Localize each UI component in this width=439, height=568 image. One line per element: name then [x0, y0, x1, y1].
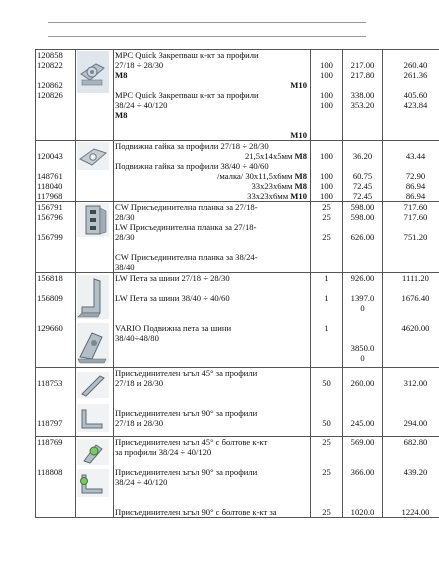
description-line [115, 262, 310, 272]
description-text: MPC Quick Закрепваш к-кт за профили [115, 50, 259, 60]
description-text: Подвижна гайка за профили 38/40 ÷ 40/60 [115, 161, 269, 171]
description-line [115, 467, 310, 477]
description-text: LW Присъединителна планка за 27/18- [115, 222, 257, 232]
total-price-line [383, 141, 439, 151]
unit-price-line: 569.00 [350, 437, 375, 447]
pack-quantity-line [311, 50, 342, 60]
total-price-line [383, 487, 439, 497]
description-line [115, 120, 310, 130]
unit-price-line [343, 50, 382, 60]
product-code-line [37, 398, 75, 408]
unit-price-line: 3850.0 [350, 343, 375, 353]
total-price-line: 439.20 [403, 467, 428, 477]
product-description [114, 368, 311, 437]
pack-quantity-line [311, 487, 342, 497]
total-price-line: 1111.20 [402, 273, 429, 283]
description-text: 27/18 и 28/30 [115, 418, 164, 428]
product-description [114, 50, 311, 141]
description-line [115, 368, 310, 378]
total-price-line [383, 408, 439, 418]
unit-price [343, 202, 383, 273]
product-code-line [37, 388, 75, 398]
pack-quantity-line: 100 [320, 171, 333, 181]
unit-price-line: 245.00 [350, 418, 375, 428]
product-code-line [37, 303, 75, 313]
base-foot-icon [76, 273, 113, 367]
description-line [115, 497, 310, 507]
total-price-line: 86.94 [405, 181, 426, 191]
total-price-line [383, 447, 439, 457]
unit-price-line: 353.20 [350, 100, 375, 110]
unit-price-line [343, 161, 382, 171]
total-price-line [383, 303, 439, 313]
description-text: 33x23x6мм [251, 181, 295, 191]
total-price-line [383, 222, 439, 232]
total-price-line: 682.80 [403, 437, 428, 447]
table-row [36, 368, 439, 437]
description-line [115, 388, 310, 398]
product-code [36, 368, 76, 437]
description-text: 38/24 ÷ 40/120 [115, 477, 168, 487]
pack-quantity-line: 50 [322, 418, 331, 428]
description-text: M8 [115, 70, 128, 80]
description-text: 38/40 [115, 262, 135, 272]
total-price-line: 4620.00 [401, 323, 430, 333]
description-line [115, 181, 310, 191]
total-price-line: 423.84 [403, 100, 428, 110]
product-code-line: 129660 [37, 323, 63, 333]
total-price-line: 261.36 [403, 70, 428, 80]
description-line [115, 477, 310, 487]
table-row [36, 273, 439, 368]
unit-price-line: 217.80 [350, 70, 375, 80]
unit-price-line [343, 333, 382, 343]
description-text: 33x23x6мм [247, 191, 291, 201]
total-price-line [383, 368, 439, 378]
product-code-line: 120826 [37, 90, 63, 100]
description-text: M10 [290, 80, 307, 90]
total-price [383, 368, 439, 437]
product-code [36, 273, 76, 368]
unit-price-line: 0 [360, 303, 365, 313]
total-price-line: 72.90 [405, 171, 426, 181]
unit-price-line [343, 222, 382, 232]
description-line [115, 70, 310, 80]
description-line [115, 398, 310, 408]
product-code-line: 117968 [37, 191, 63, 201]
description-text: LW Пета за шини 38/40 ÷ 40/60 [115, 293, 230, 303]
product-code [36, 50, 76, 141]
pack-quantity-line [311, 477, 342, 487]
pack-quantity-line [311, 398, 342, 408]
unit-price-line: 926.00 [350, 273, 375, 283]
unit-price-line [343, 388, 382, 398]
unit-price-line [343, 477, 382, 487]
table-row [36, 141, 439, 202]
pack-quantity-line [311, 313, 342, 323]
product-code-line: 118769 [37, 437, 63, 447]
pack-quantity [311, 437, 343, 518]
total-price [383, 202, 439, 273]
product-code-line: 118753 [37, 378, 63, 388]
unit-price [343, 50, 383, 141]
product-description [114, 202, 311, 273]
unit-price-line [343, 408, 382, 418]
total-price-line: 1676.40 [401, 293, 430, 303]
pack-quantity-line: 25 [322, 232, 331, 242]
unit-price-line: 72.45 [352, 191, 373, 201]
description-line [115, 437, 310, 447]
unit-price [343, 141, 383, 202]
unit-price [343, 437, 383, 518]
description-line [115, 171, 310, 181]
table-row [36, 50, 439, 141]
description-line [115, 418, 310, 428]
total-price-line: 86.94 [405, 191, 426, 201]
product-code-line: 156799 [37, 232, 63, 242]
product-code-line: 120043 [37, 151, 63, 161]
pack-quantity-line [311, 457, 342, 467]
total-price-line [383, 497, 439, 507]
description-line [115, 242, 310, 252]
description-line [115, 110, 310, 120]
description-line [115, 50, 310, 60]
product-code-line [37, 222, 75, 232]
product-code-line: 156809 [37, 293, 63, 303]
pack-quantity-line [311, 303, 342, 313]
unit-price-line [343, 313, 382, 323]
thread-size: M8 [294, 171, 307, 181]
product-code [36, 141, 76, 202]
product-code-line: 120822 [37, 60, 63, 70]
pack-quantity-line: 25 [322, 437, 331, 447]
description-line [115, 507, 310, 517]
product-code-line [37, 408, 75, 418]
description-text: 28/30 [115, 212, 135, 222]
product-code-line [37, 313, 75, 323]
pack-quantity-line: 100 [320, 70, 333, 80]
angle-bracket-icon [76, 368, 113, 436]
total-price [383, 141, 439, 202]
product-image-cell [76, 437, 114, 518]
product-code-line [37, 141, 75, 151]
unit-price-line: 1397.0 [350, 293, 375, 303]
description-line [115, 151, 310, 161]
product-code-line: 118797 [37, 418, 63, 428]
description-text: CW Присъединителна планка за 27/18- [115, 202, 258, 212]
description-line [115, 303, 310, 313]
product-image-cell [76, 202, 114, 273]
total-price-line [383, 50, 439, 60]
pack-quantity-line: 25 [322, 467, 331, 477]
unit-price-line [343, 447, 382, 457]
unit-price-line: 1020.0 [350, 507, 375, 517]
pack-quantity-line: 25 [322, 507, 331, 517]
unit-price-line: 60.75 [352, 171, 373, 181]
unit-price-line: 260.00 [350, 378, 375, 388]
pack-quantity-line [311, 408, 342, 418]
description-line [115, 273, 310, 283]
unit-price [343, 273, 383, 368]
total-price [383, 437, 439, 518]
product-code-line [37, 457, 75, 467]
unit-price-line: 598.00 [350, 212, 375, 222]
quick-clamp-icon [76, 50, 113, 96]
description-text: 21,5x14x5мм [245, 151, 295, 161]
pack-quantity-line: 100 [320, 191, 333, 201]
pack-quantity-line [311, 283, 342, 293]
bolt-angle-icon [76, 437, 113, 501]
product-code-line [37, 161, 75, 171]
unit-price-line: 338.00 [350, 90, 375, 100]
total-price-line [383, 388, 439, 398]
description-line [115, 130, 310, 140]
total-price-line: 717.60 [403, 202, 428, 212]
connection-plate-icon [76, 202, 113, 240]
description-text: 38/24 ÷ 40/120 [115, 100, 168, 110]
unit-price-line [343, 497, 382, 507]
description-line [115, 313, 310, 323]
product-code [36, 437, 76, 518]
thread-size: M10 [290, 191, 307, 201]
product-code-line: 156818 [37, 273, 63, 283]
product-description [114, 273, 311, 368]
pack-quantity-line [311, 368, 342, 378]
description-text: 28/30 [115, 232, 135, 242]
product-code-line: 118808 [37, 467, 63, 477]
description-line [115, 408, 310, 418]
pack-quantity-line [311, 447, 342, 457]
pack-quantity [311, 141, 343, 202]
product-code-line [37, 447, 75, 457]
pack-quantity-line: 1 [324, 323, 329, 333]
pack-quantity-line [311, 388, 342, 398]
total-price-line: 717.60 [403, 212, 428, 222]
product-description [114, 141, 311, 202]
unit-price-line [343, 398, 382, 408]
product-code-line: 120862 [37, 80, 63, 90]
thread-size: M8 [294, 181, 307, 191]
product-image-cell [76, 368, 114, 437]
pack-quantity-line [311, 80, 342, 90]
unit-price-line: 598.00 [350, 202, 375, 212]
unit-price-line [343, 368, 382, 378]
product-code-line: 156791 [37, 202, 63, 212]
description-text: M10 [290, 130, 307, 140]
product-table [35, 49, 439, 518]
pack-quantity-line [311, 497, 342, 507]
description-text: Присъединителен ъгъл 90° с болтове к-кт за [115, 507, 277, 517]
table-row [36, 202, 439, 273]
description-text: MPC Quick Закрепваш к-кт за профили [115, 90, 259, 100]
description-text: 27/18 и 28/30 [115, 378, 164, 388]
total-price-line: 260.40 [403, 60, 428, 70]
description-text: LW Пета за шини 27/18 ÷ 28/30 [115, 273, 230, 283]
description-line [115, 293, 310, 303]
total-price-line: 405.60 [403, 90, 428, 100]
description-line [115, 457, 310, 467]
unit-price [343, 368, 383, 437]
description-text: 27/18 ÷ 28/30 [115, 60, 164, 70]
total-price-line [383, 161, 439, 171]
pack-quantity-line: 100 [320, 100, 333, 110]
total-price-line [383, 313, 439, 323]
total-price-line [383, 80, 439, 90]
unit-price-line: 366.00 [350, 467, 375, 477]
product-code-line [37, 70, 75, 80]
description-line [115, 80, 310, 90]
pack-quantity-line: 25 [322, 212, 331, 222]
description-line [115, 141, 310, 151]
description-line [115, 252, 310, 262]
description-text: CW Присъединителна планка за 38/24- [115, 252, 258, 262]
table-row [36, 437, 439, 518]
pack-quantity-line [311, 141, 342, 151]
unit-price-line: 217.00 [350, 60, 375, 70]
unit-price-line: 36.20 [352, 151, 373, 161]
description-text: за профили 38/24 ÷ 40/120 [115, 447, 212, 457]
product-code-line [37, 368, 75, 378]
total-price-line: 312.00 [403, 378, 428, 388]
product-description [114, 437, 311, 518]
unit-price-line [343, 141, 382, 151]
total-price [383, 50, 439, 141]
description-line [115, 283, 310, 293]
description-text: Подвижна гайка за профили 27/18 ÷ 28/30 [115, 141, 269, 151]
description-line [115, 232, 310, 242]
pack-quantity [311, 273, 343, 368]
product-code-line: 118040 [37, 181, 63, 191]
pack-quantity-line: 100 [320, 151, 333, 161]
unit-price-line [343, 487, 382, 497]
description-text: /малка/ 30x11,5x6мм [217, 171, 295, 181]
thread-size: M8 [294, 151, 307, 161]
description-line [115, 60, 310, 70]
description-line [115, 378, 310, 388]
description-line [115, 487, 310, 497]
pack-quantity-line [311, 161, 342, 171]
product-image-cell [76, 50, 114, 141]
description-line [115, 191, 310, 201]
description-text: Присъединителен ъгъл 90° за профили [115, 467, 258, 477]
description-text: Присъединителен ъгъл 45° за профили [115, 368, 258, 378]
total-price-line [383, 283, 439, 293]
unit-price-line: 0 [360, 353, 365, 363]
pack-quantity [311, 202, 343, 273]
description-line [115, 212, 310, 222]
product-image-cell [76, 141, 114, 202]
pack-quantity-line [311, 222, 342, 232]
pack-quantity-line: 100 [320, 60, 333, 70]
pack-quantity [311, 50, 343, 141]
pack-quantity-line: 1 [324, 293, 329, 303]
total-price-line: 1224.00 [401, 507, 430, 517]
product-code-line: 156796 [37, 212, 63, 222]
description-text: M8 [115, 110, 128, 120]
header-rule-top [48, 22, 366, 23]
description-line [115, 100, 310, 110]
description-line [115, 323, 310, 333]
total-price-line: 294.00 [403, 418, 428, 428]
description-line [115, 90, 310, 100]
header-rule-bottom [48, 36, 366, 37]
unit-price-line [343, 323, 382, 333]
description-text: 38/40÷48/80 [115, 333, 159, 343]
unit-price-line [343, 80, 382, 90]
description-text: Присъединителен ъгъл 45° с болтове к-кт [115, 437, 268, 447]
unit-price-line [343, 457, 382, 467]
product-code-line [37, 283, 75, 293]
unit-price-line [343, 283, 382, 293]
unit-price-line: 72.45 [352, 181, 373, 191]
product-code-line: 148761 [37, 171, 63, 181]
description-line [115, 161, 310, 171]
total-price-line [383, 398, 439, 408]
pack-quantity-line: 100 [320, 90, 333, 100]
description-line [115, 333, 310, 343]
product-code [36, 202, 76, 273]
pack-quantity-line: 25 [322, 202, 331, 212]
total-price-line [383, 477, 439, 487]
total-price-line: 43.44 [405, 151, 426, 161]
total-price-line [383, 457, 439, 467]
description-line [115, 202, 310, 212]
pack-quantity [311, 368, 343, 437]
description-text: Присъединителен ъгъл 90° за профили [115, 408, 258, 418]
pack-quantity-line: 1 [324, 273, 329, 283]
slide-nut-icon [76, 141, 113, 173]
description-line [115, 447, 310, 457]
description-line [115, 222, 310, 232]
total-price [383, 273, 439, 368]
pack-quantity-line: 100 [320, 181, 333, 191]
unit-price-line: 626.00 [350, 232, 375, 242]
total-price-line: 751.20 [403, 232, 428, 242]
pack-quantity-line: 50 [322, 378, 331, 388]
description-text: VARIO Подвижна пета за шини [115, 323, 232, 333]
product-code-line: 120858 [37, 50, 63, 60]
product-image-cell [76, 273, 114, 368]
